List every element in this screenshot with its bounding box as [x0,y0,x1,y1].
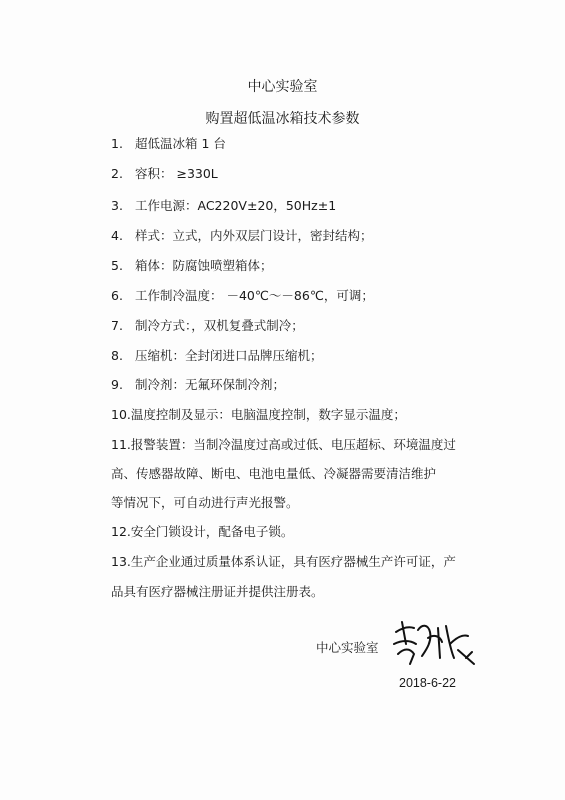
item-text: 容积： ≥330L [135,166,218,181]
footer-date: 2018-6-22 [399,676,456,690]
item-number: 2. [111,166,123,181]
item-number: 3. [111,198,123,213]
item-text: 温度控制及显示：电脑温度控制，数字显示温度； [130,407,406,422]
spec-item-6 [111,287,374,305]
spec-item-1 [111,135,226,153]
item-11-continuation: 高、传感器故障、断电、电池电量低、冷凝器需要清洁维护 [111,466,437,481]
spec-item-4 [111,227,373,245]
item-text: 压缩机：全封闭进口品牌压缩机； [135,348,323,363]
item-text: 超低温冰箱 1 台 [135,136,226,151]
handwritten-signature [388,614,478,674]
spec-item-12 [111,523,293,541]
footer-org: 中心实验室 [316,640,379,655]
item-text: 箱体：防腐蚀喷塑箱体； [135,258,273,273]
spec-item-5 [111,257,273,275]
item-text: 工作电源：AC220V±20，50Hz±1 [135,198,337,213]
spec-item-9 [111,376,285,394]
item-13-continuation: 品具有医疗器械注册证并提供注册表。 [111,584,324,599]
spec-item-8 [111,347,323,365]
spec-item-3 [111,197,336,215]
item-text: 安全门锁设计，配备电子锁。 [130,524,294,539]
spec-item-11 [111,436,456,454]
document-title: 购置超低温冰箱技术参数 [205,111,360,127]
item-text: 生产企业通过质量体系认证，具有医疗器械生产许可证，产 [130,554,456,569]
item-number: 6. [111,288,123,303]
item-number: 7. [111,318,123,333]
item-number: 10. [111,407,131,422]
item-text: 制冷剂：无氟环保制冷剂； [135,377,286,392]
spec-item-2 [111,165,218,183]
item-number: 13. [111,554,131,569]
item-number: 5. [111,258,123,273]
item-text: 报警装置：当制冷温度过高或过低、电压超标、环境温度过 [130,437,456,452]
spec-item-13 [111,553,456,571]
spec-item-7 [111,317,304,335]
item-number: 1. [111,136,123,151]
item-text: 工作制冷温度： －40℃～－86℃，可调； [135,288,374,303]
item-11-continuation: 等情况下，可自动进行声光报警。 [111,495,299,510]
item-text: 样式：立式，内外双层门设计，密封结构； [135,228,373,243]
org-heading: 中心实验室 [247,79,318,95]
item-number: 9. [111,377,123,392]
item-number: 4. [111,228,123,243]
spec-item-10 [111,406,406,424]
item-number: 8. [111,348,123,363]
item-number: 12. [111,524,131,539]
item-text: 制冷方式：，双机复叠式制冷； [135,318,304,333]
item-number: 11. [111,437,131,452]
